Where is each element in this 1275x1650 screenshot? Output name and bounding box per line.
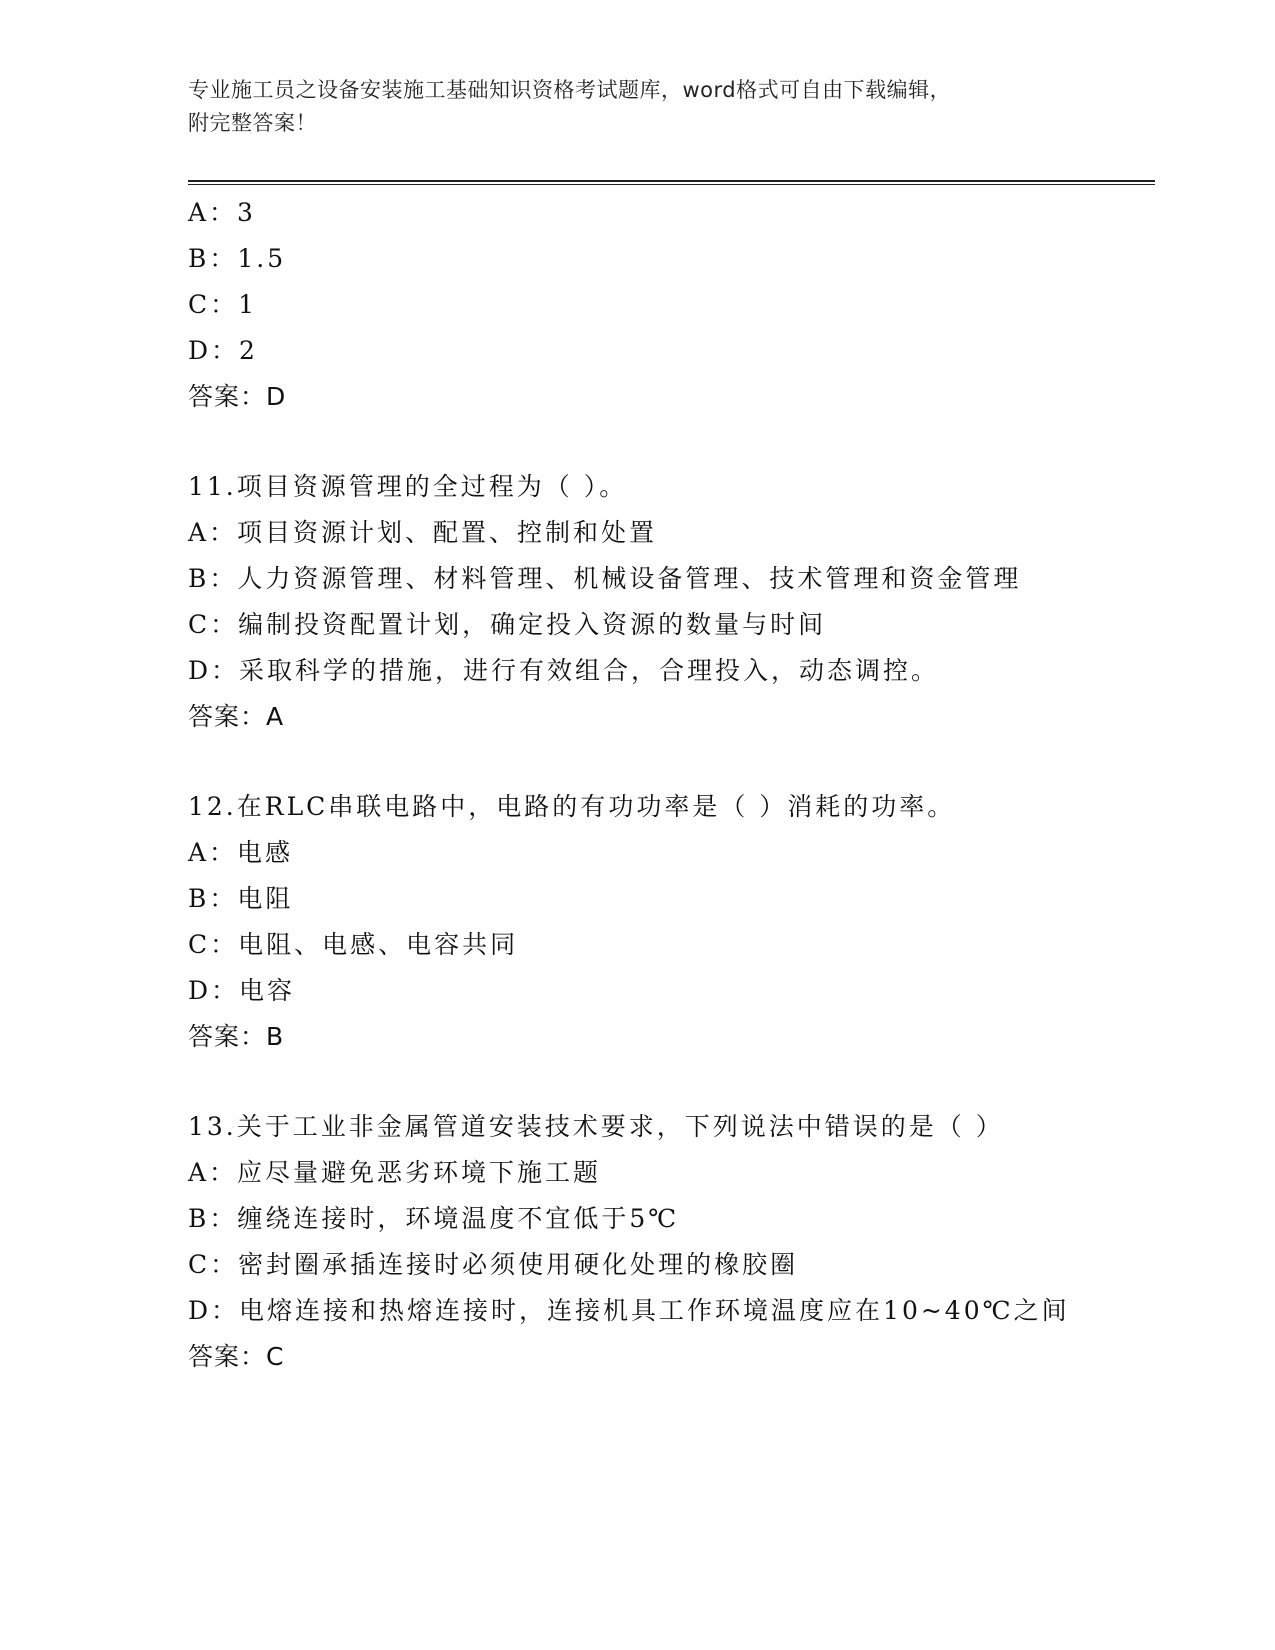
header-divider-thin	[188, 184, 1155, 185]
question-stem: 12.在RLC串联电路中，电路的有功功率是（ ）消耗的功率。	[188, 792, 956, 821]
option-d: D：2	[188, 336, 258, 365]
option-c: C：编制投资配置计划，确定投入资源的数量与时间	[188, 610, 827, 639]
option-a: A：应尽量避免恶劣环境下施工题	[188, 1158, 602, 1187]
question-11	[188, 464, 1155, 740]
question-12	[188, 784, 1155, 1060]
document-header	[188, 74, 1068, 140]
option-b: B：电阻	[188, 884, 294, 913]
answer: 答案：A	[188, 702, 285, 731]
option-d: D：电熔连接和热熔连接时，连接机具工作环境温度应在10~40℃之间	[188, 1296, 1070, 1325]
question-13	[188, 1104, 1155, 1380]
option-b: B：人力资源管理、材料管理、机械设备管理、技术管理和资金管理	[188, 564, 1022, 593]
answer: 答案：B	[188, 1022, 285, 1051]
question-gap	[188, 1060, 1155, 1104]
option-d: D：电容	[188, 976, 296, 1005]
header-line-1: 专业施工员之设备安装施工基础知识资格考试题库，word格式可自由下载编辑，	[188, 78, 952, 102]
option-a: A：电感	[188, 838, 294, 867]
option-c: C：密封圈承插连接时必须使用硬化处理的橡胶圈	[188, 1250, 799, 1279]
option-c: C：1	[188, 290, 258, 319]
question-stem: 13.关于工业非金属管道安装技术要求，下列说法中错误的是（ ）	[188, 1112, 1004, 1141]
option-b: B：1.5	[188, 244, 287, 273]
option-a: A：3	[188, 198, 256, 227]
option-d: D：采取科学的措施，进行有效组合，合理投入，动态调控。	[188, 656, 940, 685]
option-c: C：电阻、电感、电容共同	[188, 930, 519, 959]
header-line-2: 附完整答案！	[188, 111, 317, 135]
answer: 答案：C	[188, 1342, 285, 1371]
header-divider-thick	[188, 180, 1155, 182]
question-gap	[188, 740, 1155, 784]
answer: 答案：D	[188, 382, 287, 411]
question-list	[188, 190, 1155, 1380]
question-stem: 11.项目资源管理的全过程为（ ）。	[188, 472, 628, 501]
question-10-continued	[188, 190, 1155, 420]
option-b: B：缠绕连接时，环境温度不宜低于5℃	[188, 1204, 680, 1233]
question-gap	[188, 420, 1155, 464]
option-a: A：项目资源计划、配置、控制和处置	[188, 518, 658, 547]
